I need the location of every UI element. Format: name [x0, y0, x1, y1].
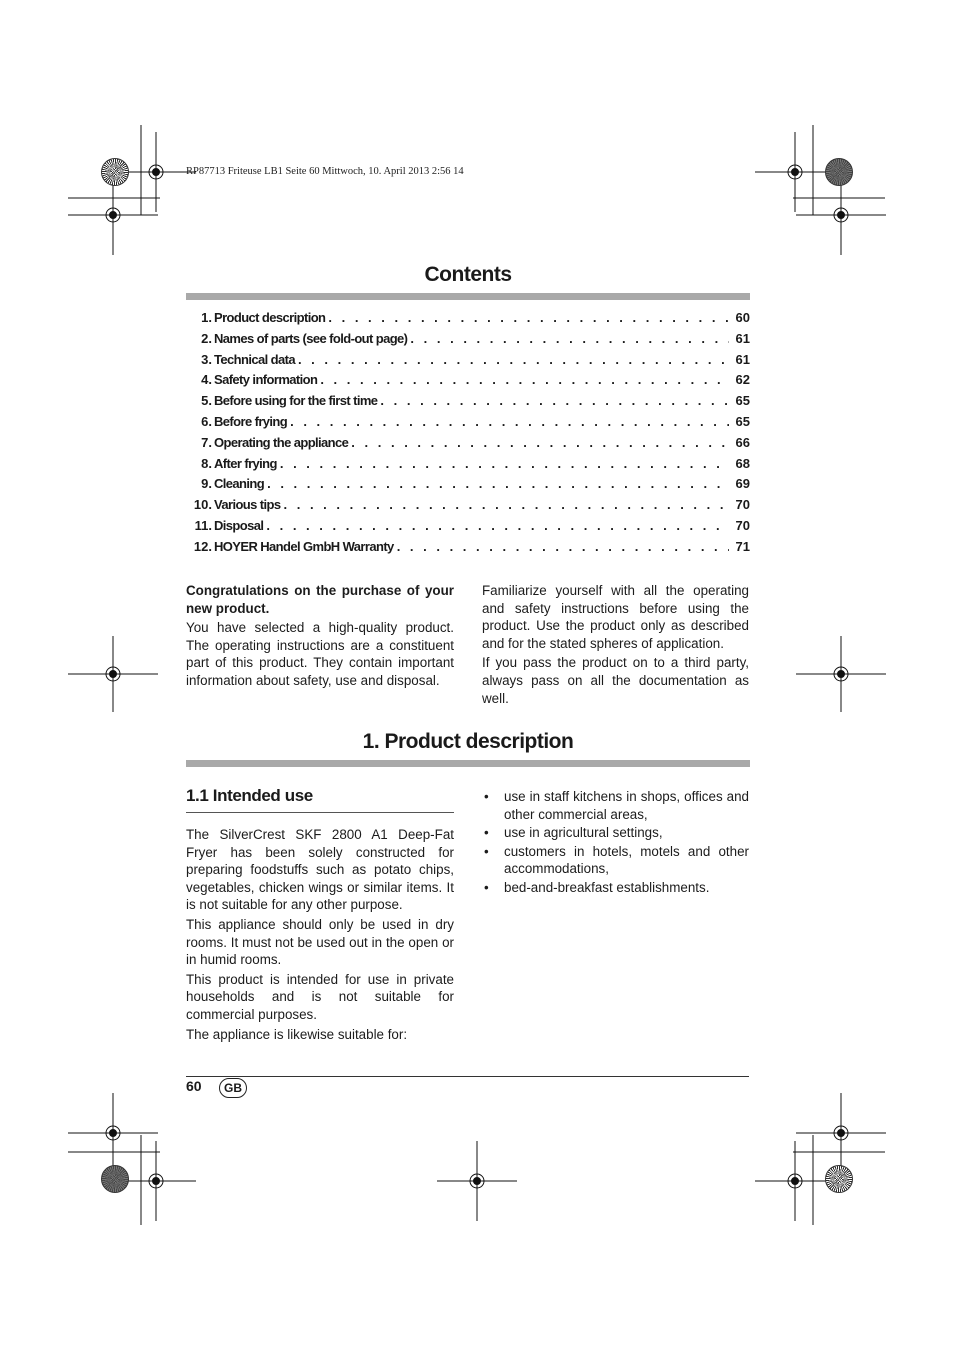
toc-title: Product description: [214, 310, 326, 325]
toc-leader: [280, 456, 729, 471]
paragraph: This appliance should only be used in dry rooms. It must not be used out in the open or in humid rooms.: [186, 916, 454, 968]
toc-page: 61: [735, 330, 750, 346]
toc-title: After frying: [214, 455, 277, 471]
table-of-contents: [186, 310, 750, 560]
section-rule: [186, 760, 750, 767]
intro-left-paragraph: You have selected a high-quality product. The operating instructions are a constituent part of this product. They contain important information about safety, use and disposal.: [186, 620, 454, 688]
list-item: • bed-and-breakfast establishments.: [482, 879, 749, 897]
toc-page: 60: [735, 310, 750, 325]
toc-entry[interactable]: [186, 476, 750, 497]
paragraph: The appliance is likewise suitable for:: [186, 1026, 408, 1042]
toc-page: 65: [735, 393, 750, 409]
section-title: 1. Product description: [362, 730, 574, 753]
registration-rosette-icon: [101, 158, 129, 186]
toc-entry[interactable]: [186, 456, 750, 477]
intro-heading: Congratulations on the purchase of your new product.: [186, 583, 454, 616]
toc-leader: [267, 476, 729, 491]
toc-entry[interactable]: [186, 331, 750, 352]
toc-number: 5.: [201, 393, 212, 409]
toc-title: Names of parts (see fold-out page): [214, 330, 408, 346]
toc-number: 9.: [201, 476, 212, 492]
toc-title: Technical data: [214, 351, 295, 367]
toc-page: 65: [735, 413, 750, 429]
toc-title: Cleaning: [214, 476, 265, 492]
list-item: • customers in hotels, motels and other accommodations,: [482, 843, 749, 878]
list-item: • use in staff kitchens in shops, offices and other commercial areas,: [482, 788, 749, 823]
intended-use-text: [186, 826, 454, 1045]
toc-leader: [284, 497, 730, 512]
toc-page: 70: [735, 497, 750, 513]
toc-title: Before using for the first time: [214, 393, 378, 409]
registration-rosette-icon: [101, 1165, 129, 1193]
toc-entry[interactable]: [186, 310, 750, 331]
toc-page: 62: [735, 372, 750, 388]
toc-entry[interactable]: [186, 414, 750, 435]
toc-leader: [328, 310, 729, 325]
language-badge: GB: [219, 1078, 247, 1098]
toc-page: 70: [735, 517, 750, 533]
suitable-list-column: [482, 788, 749, 898]
toc-page: 66: [735, 434, 750, 450]
contents-rule: [186, 293, 750, 300]
toc-number: 1.: [201, 310, 212, 325]
toc-number: 12.: [193, 538, 212, 554]
toc-number: 8.: [201, 455, 212, 471]
toc-leader: [290, 414, 729, 429]
toc-number: 3.: [201, 351, 212, 367]
toc-entry[interactable]: [186, 352, 750, 373]
paragraph: The SilverCrest SKF 2800 A1 Deep-Fat Fryer has been solely constructed for preparing foodstuffs such as potato chips, vegetables, chicken wings or similar items. It is not suitable for any other purpose.: [186, 827, 454, 913]
toc-leader: [410, 331, 729, 346]
page-number: 60: [186, 1078, 202, 1094]
toc-title: Safety information: [214, 372, 318, 388]
intro-right-paragraph-1: Familiarize yourself with all the operating and safety instructions before using the product. Use the product only as described and for the stated spheres of application.: [482, 583, 749, 651]
toc-leader: [380, 393, 729, 408]
toc-entry[interactable]: [186, 435, 750, 456]
toc-title: Disposal: [214, 517, 264, 533]
intro-right-paragraph-2: If you pass the product on to a third party, always pass on all the documentation as well.: [482, 655, 749, 706]
toc-number: 11.: [194, 517, 212, 533]
toc-leader: [298, 352, 729, 367]
intro-right-column: [482, 582, 749, 709]
toc-number: 7.: [201, 434, 212, 450]
toc-entry[interactable]: [186, 497, 750, 518]
toc-number: 4.: [201, 372, 212, 388]
toc-title: HOYER Handel GmbH Warranty: [214, 538, 394, 554]
toc-leader: [397, 539, 729, 554]
toc-entry[interactable]: [186, 372, 750, 393]
toc-title: Various tips: [214, 497, 281, 513]
toc-page: 68: [735, 455, 750, 471]
registration-rosette-icon: [825, 1165, 853, 1193]
toc-leader: [351, 435, 729, 450]
bullet-list: [482, 788, 749, 897]
print-header: RP87713 Friteuse LB1 Seite 60 Mittwoch, 10. April 2013 2:56 14: [186, 166, 464, 177]
toc-entry[interactable]: [186, 539, 750, 560]
toc-page: 69: [735, 476, 750, 492]
paragraph: This product is intended for use in private households and is not suitable for commercial purposes.: [186, 971, 454, 1022]
toc-page: 71: [735, 538, 750, 554]
toc-leader: [266, 518, 729, 533]
toc-page: 61: [735, 351, 750, 367]
toc-number: 2.: [201, 330, 212, 346]
footer-rule: [186, 1076, 749, 1077]
toc-number: 6.: [201, 413, 212, 429]
toc-title: Operating the appliance: [214, 434, 349, 450]
contents-title: Contents: [424, 263, 512, 286]
intro-left-column: [186, 582, 454, 692]
toc-entry[interactable]: [186, 393, 750, 414]
toc-title: Before frying: [214, 413, 288, 429]
toc-entry[interactable]: [186, 518, 750, 539]
toc-number: 10.: [193, 497, 212, 513]
list-item: • use in agricultural settings,: [482, 824, 749, 842]
toc-leader: [320, 372, 729, 387]
registration-rosette-icon: [825, 158, 853, 186]
subsection-title: 1.1 Intended use: [186, 786, 454, 813]
